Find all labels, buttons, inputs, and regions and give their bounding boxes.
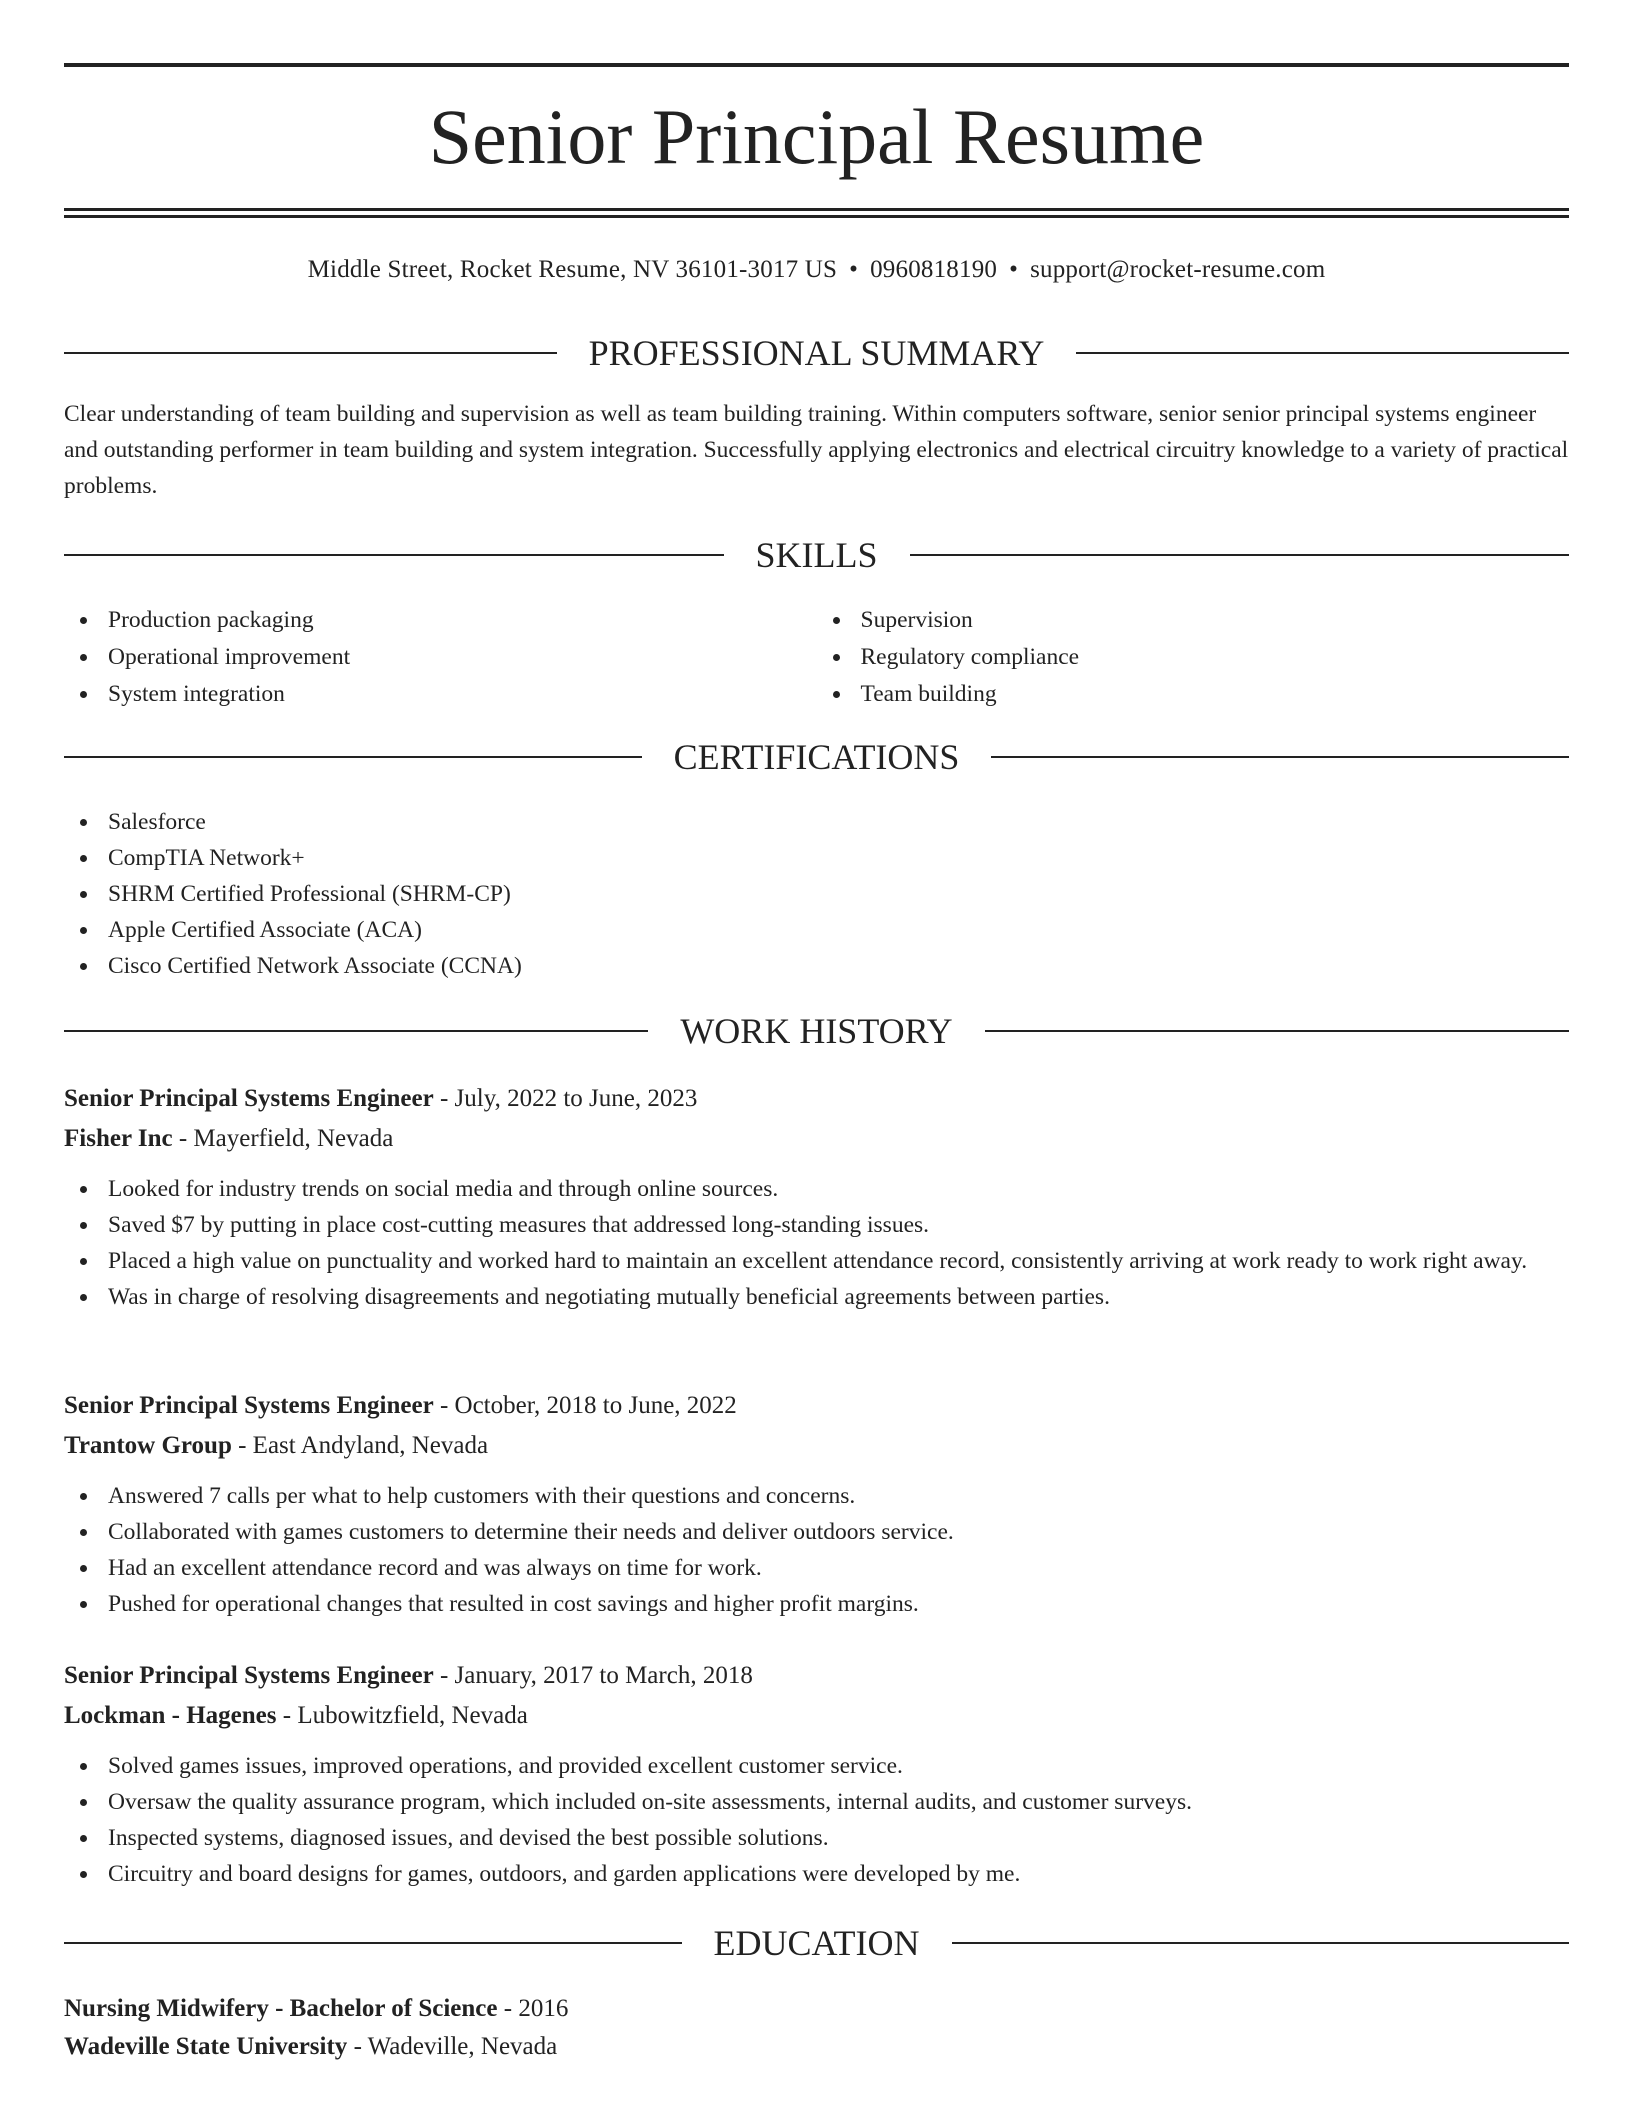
certification-item: CompTIA Network+ xyxy=(64,840,1569,876)
heading-rule-left xyxy=(64,1942,682,1944)
job-bullet: Circuitry and board designs for games, outdoors, and garden applications were developed by me. xyxy=(64,1856,1569,1892)
contact-email: support@rocket-resume.com xyxy=(1030,256,1326,283)
skills-columns xyxy=(64,602,1569,713)
job-company: Fisher Inc xyxy=(64,1125,173,1152)
heading-rule-right xyxy=(985,1030,1569,1032)
job-bullets xyxy=(64,1748,1569,1892)
job-location: - Lubowitzfield, Nevada xyxy=(282,1702,528,1729)
top-rule xyxy=(64,63,1569,67)
job-title: Senior Principal Systems Engineer xyxy=(64,1085,434,1112)
heading-rule-left xyxy=(64,1030,648,1032)
job-location: - Mayerfield, Nevada xyxy=(178,1125,394,1152)
education-year: - 2016 xyxy=(503,1995,569,2022)
skill-item: Supervision xyxy=(817,602,1570,639)
certification-item: SHRM Certified Professional (SHRM-CP) xyxy=(64,876,1569,912)
job-bullet: Solved games issues, improved operations, and provided excellent customer service. xyxy=(64,1748,1569,1784)
education-school-line xyxy=(64,2028,1569,2066)
education-entry xyxy=(64,1990,1569,2066)
job-entry xyxy=(64,1656,1569,1892)
job-bullets xyxy=(64,1171,1569,1315)
skill-item: Regulatory compliance xyxy=(817,639,1570,676)
job-bullet: Was in charge of resolving disagreements and negotiating mutually beneficial agreements between parties. xyxy=(64,1279,1569,1315)
job-title-line xyxy=(64,1079,1569,1119)
job-title-line xyxy=(64,1386,1569,1426)
skills-list xyxy=(817,602,1570,713)
job-entry xyxy=(64,1079,1569,1315)
job-company: Lockman - Hagenes xyxy=(64,1702,277,1729)
job-bullet: Pushed for operational changes that resulted in cost savings and higher profit margins. xyxy=(64,1586,1569,1622)
contact-separator: • xyxy=(1009,256,1019,283)
heading-rule-left xyxy=(64,554,724,556)
contact-phone: 0960818190 xyxy=(870,256,998,283)
job-title: Senior Principal Systems Engineer xyxy=(64,1392,434,1419)
skill-item: System integration xyxy=(64,676,817,713)
skills-list xyxy=(64,602,817,713)
section-title: CERTIFICATIONS xyxy=(673,737,960,777)
heading-rule-left xyxy=(64,352,557,354)
certifications-list xyxy=(64,804,1569,984)
education-degree-line xyxy=(64,1990,1569,2028)
job-title-line xyxy=(64,1656,1569,1696)
certification-item: Apple Certified Associate (ACA) xyxy=(64,912,1569,948)
job-bullets xyxy=(64,1478,1569,1622)
job-title: Senior Principal Systems Engineer xyxy=(64,1662,434,1689)
certification-item: Cisco Certified Network Associate (CCNA) xyxy=(64,948,1569,984)
job-company: Trantow Group xyxy=(64,1432,232,1459)
section-heading-summary xyxy=(64,333,1569,373)
skill-item: Team building xyxy=(817,676,1570,713)
section-title: PROFESSIONAL SUMMARY xyxy=(588,333,1045,373)
job-company-line xyxy=(64,1696,1569,1736)
heading-rule-right xyxy=(910,554,1570,556)
job-entry xyxy=(64,1386,1569,1622)
job-bullet: Looked for industry trends on social media and through online sources. xyxy=(64,1171,1569,1207)
job-location: - East Andyland, Nevada xyxy=(238,1432,489,1459)
job-bullet: Placed a high value on punctuality and worked hard to maintain an excellent attendance record, consistently arriving at work ready to work right away. xyxy=(64,1243,1569,1279)
job-company-line xyxy=(64,1119,1569,1159)
title-double-rule-top xyxy=(64,208,1569,211)
title-double-rule-bottom xyxy=(64,215,1569,218)
job-bullet: Collaborated with games customers to determine their needs and deliver outdoors service. xyxy=(64,1514,1569,1550)
section-heading-certifications xyxy=(64,737,1569,777)
job-bullet: Answered 7 calls per what to help customers with their questions and concerns. xyxy=(64,1478,1569,1514)
job-bullet: Oversaw the quality assurance program, which included on-site assessments, internal audits, and customer surveys. xyxy=(64,1784,1569,1820)
heading-rule-left xyxy=(64,756,642,758)
education-location: - Wadeville, Nevada xyxy=(353,2033,558,2060)
section-heading-skills xyxy=(64,535,1569,575)
skills-column-right xyxy=(817,602,1570,713)
contact-separator: • xyxy=(849,256,859,283)
section-heading-education xyxy=(64,1923,1569,1963)
section-title: EDUCATION xyxy=(713,1923,920,1963)
heading-rule-right xyxy=(1076,352,1569,354)
contact-address: Middle Street, Rocket Resume, NV 36101-3017 US xyxy=(307,256,838,283)
job-dates: - January, 2017 to March, 2018 xyxy=(439,1662,753,1689)
heading-rule-right xyxy=(952,1942,1570,1944)
job-bullet: Saved $7 by putting in place cost-cutting measures that addressed long-standing issues. xyxy=(64,1207,1569,1243)
heading-rule-right xyxy=(991,756,1569,758)
skill-item: Operational improvement xyxy=(64,639,817,676)
skills-column-left xyxy=(64,602,817,713)
job-dates: - October, 2018 to June, 2022 xyxy=(439,1392,737,1419)
section-title: WORK HISTORY xyxy=(680,1011,953,1051)
skill-item: Production packaging xyxy=(64,602,817,639)
certifications-list-wrap xyxy=(64,804,1569,984)
summary-text: Clear understanding of team building and supervision as well as team building training. Within computers software, senior senior principal systems engineer and outstanding performer in team building and system integration. Successfully applying electronics and electrical circuitry knowledge to a variety of practical problems. xyxy=(64,401,1569,499)
job-bullet: Inspected systems, diagnosed issues, and devised the best possible solutions. xyxy=(64,1820,1569,1856)
section-title: SKILLS xyxy=(755,535,878,575)
job-bullet: Had an excellent attendance record and was always on time for work. xyxy=(64,1550,1569,1586)
resume-title: Senior Principal Resume xyxy=(428,93,1205,180)
education-degree: Nursing Midwifery - Bachelor of Science xyxy=(64,1995,498,2022)
job-company-line xyxy=(64,1426,1569,1466)
contact-line xyxy=(64,255,1569,285)
certification-item: Salesforce xyxy=(64,804,1569,840)
job-dates: - July, 2022 to June, 2023 xyxy=(439,1085,698,1112)
section-heading-work-history xyxy=(64,1011,1569,1051)
education-school: Wadeville State University xyxy=(64,2033,348,2060)
